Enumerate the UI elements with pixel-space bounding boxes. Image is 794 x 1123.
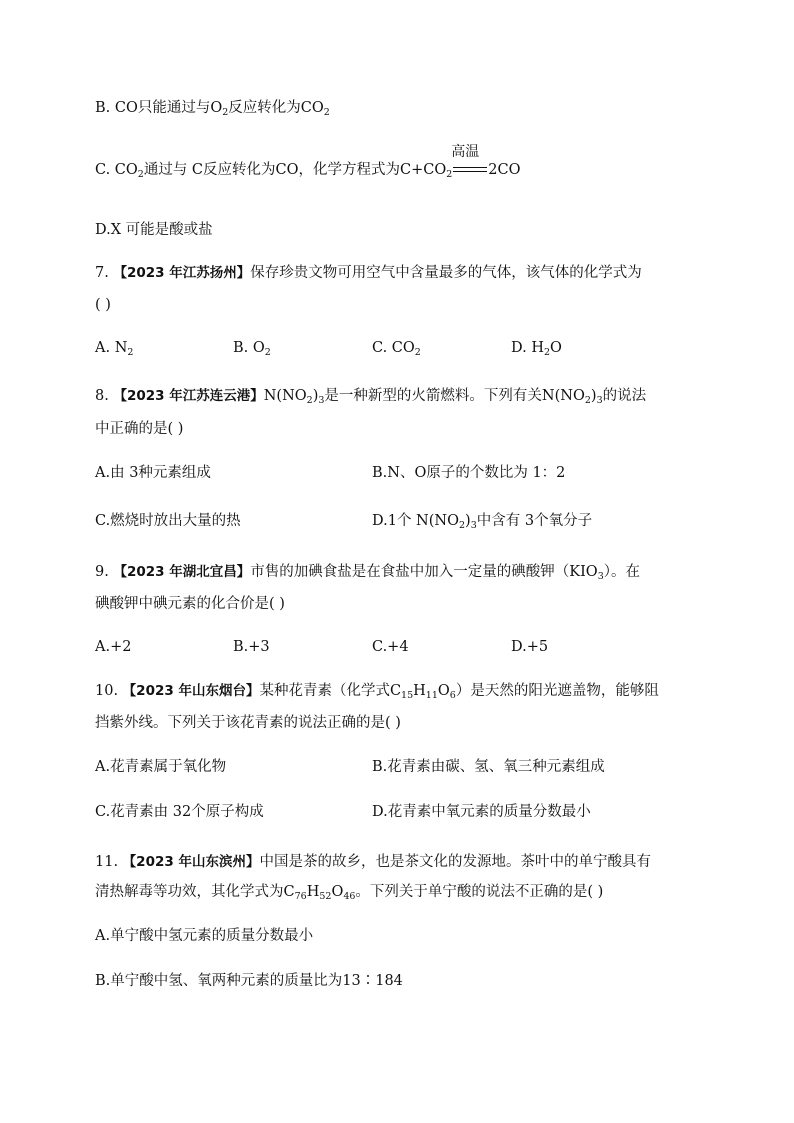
subscript: 76: [294, 891, 307, 902]
q7-option-b: [233, 338, 271, 358]
q9-stem: [95, 562, 640, 582]
question-text: 清热解毒等功效，其化学式为C: [95, 884, 295, 900]
q6-option-c-pre: C. CO: [95, 162, 138, 178]
formula: N(NO: [263, 388, 307, 404]
option-label: C. CO: [372, 340, 415, 356]
q10-stem-cont: 挡紫外线。下列关于该花青素的说法正确的是( ): [95, 715, 401, 731]
subscript: 2: [264, 347, 271, 358]
question-text: ）。在: [603, 564, 640, 580]
option-label: A. N: [95, 340, 128, 356]
question-source: 【2023 年山东滨州】: [122, 854, 260, 870]
subscript: 11: [425, 690, 438, 701]
option-text: 中含有 3个氧分子: [476, 513, 593, 529]
subscript: 6: [449, 690, 456, 701]
option-text: ): [465, 513, 471, 529]
subscript: 2: [306, 395, 313, 406]
subscript: 3: [318, 395, 325, 406]
question-number: 11.: [95, 854, 123, 870]
question-source: 【2023 年湖北宜昌】: [113, 564, 251, 580]
option-text: D.1个 N(NO: [372, 513, 459, 529]
q10-stem: [95, 681, 659, 701]
subscript: 15: [401, 690, 414, 701]
q10-option-a: A.花青素属于氧化物: [95, 759, 227, 775]
q7-option-c: [372, 338, 421, 358]
q6-option-b-mid: 反应转化为CO: [228, 100, 324, 116]
q6-option-b-text: B. CO只能通过与O: [95, 100, 223, 116]
subscript: 2: [323, 107, 330, 118]
formula: O: [331, 884, 344, 900]
q8-option-b: B.N、O原子的个数比为 1：2: [372, 465, 566, 481]
q8-stem-cont: 中正确的是( ): [95, 421, 184, 437]
q8-stem: [95, 386, 646, 406]
q6-option-c-post: 2CO: [488, 162, 521, 178]
subscript: 52: [319, 891, 332, 902]
q6-option-b: [95, 98, 330, 118]
q8-option-c: C.燃烧时放出大量的热: [95, 513, 241, 529]
subscript: 2: [127, 347, 134, 358]
question-text: 是一种新型的火箭燃料。下列有关N(NO: [324, 388, 585, 404]
question-number: 7.: [95, 265, 114, 281]
q7-option-d: [511, 338, 562, 358]
question-source: 【2023 年山东烟台】: [122, 683, 260, 699]
question-text: ）是天然的阳光遮盖物，能够阻: [455, 683, 659, 699]
q6-option-c-mid: 通过与 C反应转化为CO，化学方程式为C+CO: [143, 162, 447, 178]
question-text: 保存珍贵文物可用空气中含量最多的气体，该气体的化学式为: [250, 265, 642, 281]
option-tail: O: [550, 340, 562, 356]
q6-option-c: [95, 144, 521, 180]
question-number: 10.: [95, 683, 123, 699]
q11-option-a: A.单宁酸中氢元素的质量分数最小: [95, 928, 314, 944]
q6-option-d: D.X 可能是酸或盐: [95, 222, 213, 238]
q7-stem-cont: ( ): [95, 297, 111, 313]
q9-option-c: C.+4: [372, 639, 409, 655]
q11-stem-cont: [95, 882, 603, 902]
q9-option-d: D.+5: [511, 639, 549, 655]
question-source: 【2023 年江苏连云港】: [113, 388, 264, 404]
q9-option-a: A.+2: [95, 639, 132, 655]
reaction-condition: 高温: [451, 144, 480, 160]
question-text: 市售的加碘食盐是在食盐中加入一定量的碘酸钾（KIO: [250, 564, 598, 580]
subscript: 46: [343, 891, 356, 902]
formula: ): [590, 388, 597, 404]
q8-option-d: [372, 511, 592, 531]
subscript: 2: [137, 169, 144, 180]
subscript: 2: [222, 107, 229, 118]
subscript: 2: [446, 169, 453, 180]
question-number: 9.: [95, 564, 114, 580]
subscript: 2: [414, 347, 421, 358]
subscript: 2: [458, 520, 466, 531]
formula: H: [413, 683, 426, 699]
question-text: 某种花青素（化学式C: [259, 683, 402, 699]
question-text: 。下列关于单宁酸的说法不正确的是( ): [355, 884, 604, 900]
option-label: B. O: [233, 340, 265, 356]
subscript: 3: [596, 395, 603, 406]
reaction-equals-sign: [451, 144, 487, 180]
question-text: 中国是茶的故乡，也是茶文化的发源地。茶叶中的单宁酸具有: [259, 854, 651, 870]
subscript: 2: [584, 395, 591, 406]
formula: H: [306, 884, 320, 900]
question-number: 8.: [95, 388, 114, 404]
q11-option-b: B.单宁酸中氢、氧两种元素的质量比为13∶184: [95, 973, 403, 989]
q8-option-a: A.由 3种元素组成: [95, 465, 211, 481]
q10-option-b: B.花青素由碳、氢、氧三种元素组成: [372, 759, 605, 775]
q7-option-a: [95, 338, 133, 358]
formula: ): [312, 388, 319, 404]
q10-option-c: C.花青素由 32个原子构成: [95, 804, 264, 820]
q9-stem-cont: 碘酸钾中碘元素的化合价是( ): [95, 596, 285, 612]
subscript: 2: [543, 347, 551, 358]
q11-stem: [95, 852, 651, 872]
q7-stem: [95, 263, 642, 283]
option-label: D. H: [511, 340, 544, 356]
question-text: 的说法: [602, 388, 647, 404]
q10-option-d: D.花青素中氧元素的质量分数最小: [372, 804, 591, 820]
subscript: 3: [597, 571, 604, 582]
formula: O: [437, 683, 450, 699]
q9-option-b: B.+3: [233, 639, 270, 655]
question-source: 【2023 年江苏扬州】: [113, 265, 251, 281]
subscript: 3: [470, 520, 477, 531]
